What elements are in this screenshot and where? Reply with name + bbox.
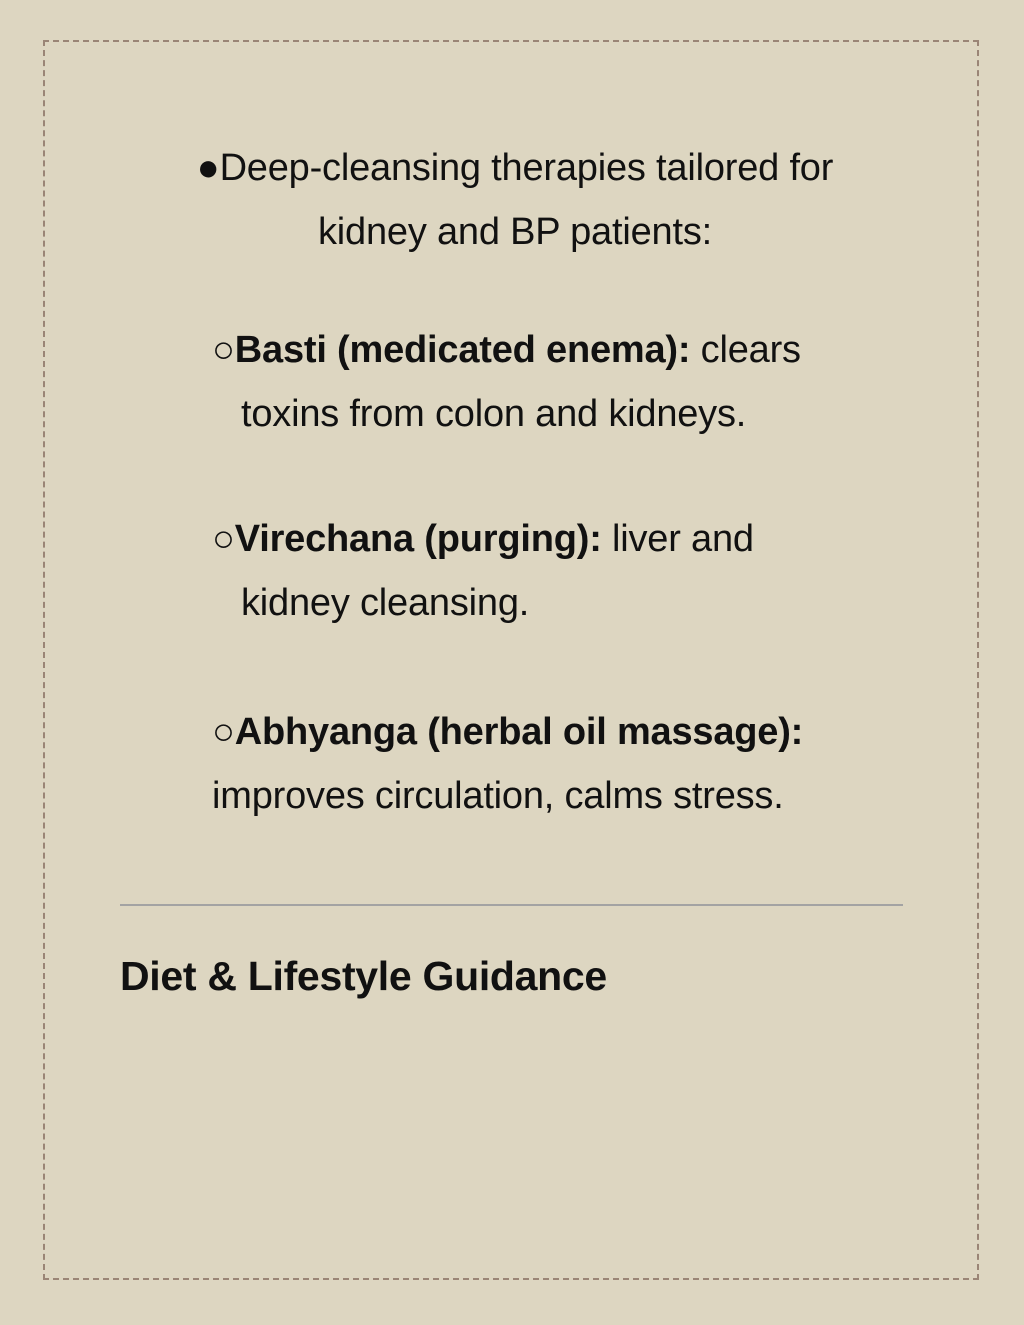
therapy-desc-line-2: improves circulation, calms stress. — [212, 775, 784, 817]
section-divider — [120, 904, 903, 906]
therapies-intro — [150, 136, 880, 264]
therapy-name: Basti (medicated enema): — [234, 329, 691, 371]
therapy-item-abhyanga — [212, 700, 892, 828]
therapy-desc-line-1: clears — [690, 329, 801, 371]
section-heading: Diet & Lifestyle Guidance — [120, 953, 607, 999]
therapy-item-virechana — [212, 507, 892, 635]
therapy-desc-line-2: toxins from colon and kidneys. — [241, 393, 747, 435]
therapy-name: Virechana (purging): — [234, 518, 602, 560]
therapy-desc-line-2: kidney cleansing. — [241, 582, 530, 624]
intro-line-1: Deep-cleansing therapies tailored for — [219, 147, 834, 189]
intro-line-2: kidney and BP patients: — [318, 211, 712, 253]
circle-bullet-icon: ○ — [212, 518, 235, 560]
therapy-desc-line-1: liver and — [601, 518, 754, 560]
circle-bullet-icon: ○ — [212, 329, 235, 371]
therapy-item-basti — [212, 318, 892, 446]
bullet-icon: ● — [196, 147, 220, 189]
therapy-name: Abhyanga (herbal oil massage): — [234, 711, 804, 753]
circle-bullet-icon: ○ — [212, 711, 235, 753]
